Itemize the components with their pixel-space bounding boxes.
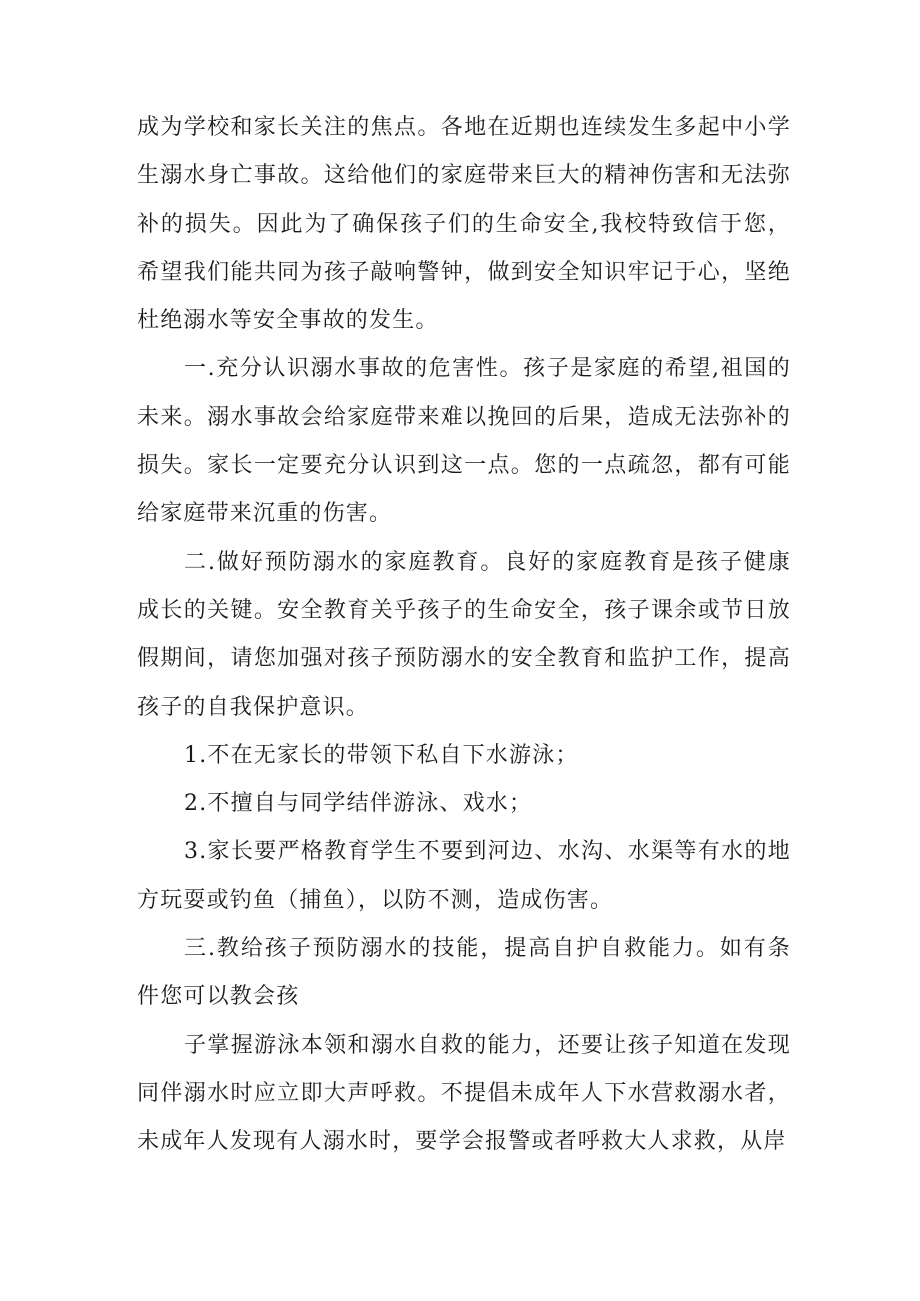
list-item-2: 2.不擅自与同学结伴游泳、戏水；	[184, 791, 533, 817]
paragraph-section-3-continued: 子掌握游泳本领和溺水自救的能力，还要让孩子知道在发现同伴溺水时应立即大声呼救。不提倡未成年人下水营救溺水者，未成年人发现有人溺水时，要学会报警或者呼救大人求救，从岸	[137, 1032, 791, 1155]
paragraph-section-1: 一.充分认识溺水事故的危害性。孩子是家庭的希望,祖国的未来。溺水事故会给家庭带来难以挽回的后果，造成无法弥补的损失。家长一定要充分认识到这一点。您的一点疏忽，都有可能给家庭带来沉重的伤害。	[137, 356, 791, 527]
paragraph-intro: 成为学校和家长关注的焦点。各地在近期也连续发生多起中小学生溺水身亡事故。这给他们的家庭带来巨大的精神伤害和无法弥补的损失。因此为了确保孩子们的生命安全,我校特致信于您，希望我们能共同为孩子敲响警钟，做到安全知识牢记于心，坚绝杜绝溺水等安全事故的发生。	[137, 115, 791, 334]
paragraph-section-3: 三.教给孩子预防溺水的技能，提高自护自救能力。如有条件您可以教会孩	[137, 936, 791, 1010]
list-item-1: 1.不在无家长的带领下私自下水游泳；	[184, 742, 579, 768]
paragraph-section-2: 二.做好预防溺水的家庭教育。良好的家庭教育是孩子健康成长的关键。安全教育关乎孩子的生命安全，孩子课余或节日放假期间，请您加强对孩子预防溺水的安全教育和监护工作，提高孩子的自我保护意识。	[137, 549, 791, 720]
document-body	[137, 104, 791, 1167]
list-item-3: 3.家长要严格教育学生不要到河边、水沟、水渠等有水的地方玩耍或钓鱼（捕鱼），以防不测，造成伤害。	[137, 839, 791, 913]
